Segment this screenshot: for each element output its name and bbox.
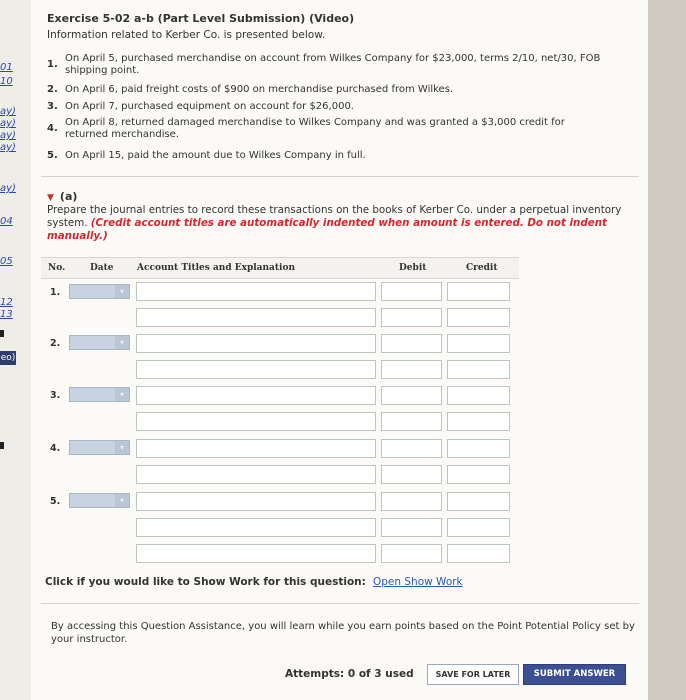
debit-input[interactable]	[381, 334, 442, 353]
entry-number: 3.	[50, 390, 61, 401]
date-select[interactable]	[69, 493, 130, 508]
credit-input[interactable]	[447, 360, 510, 379]
sidebar-marker	[0, 330, 4, 337]
sidebar-link[interactable]: 12	[0, 297, 13, 308]
account-title-input[interactable]	[136, 308, 376, 327]
sidebar-link[interactable]: ay)	[0, 130, 16, 141]
account-title-input[interactable]	[136, 518, 376, 537]
dropdown-arrow-icon: ▾	[115, 388, 129, 401]
entry-number: 2.	[50, 338, 61, 349]
instruction-text: Prepare the journal entries to record these transactions on the books of Kerber Co. under a perpetual inventory system.	[47, 204, 622, 229]
entry-number: 1.	[50, 287, 61, 298]
account-title-input[interactable]	[136, 360, 376, 379]
part-toggle[interactable]	[47, 190, 77, 203]
transaction-number: 5.	[47, 150, 58, 161]
transaction-text: On April 15, paid the amount due to Wilkes Company in full.	[65, 150, 366, 161]
credit-input[interactable]	[447, 412, 510, 431]
section-divider	[41, 603, 639, 604]
sidebar-link[interactable]: 13	[0, 309, 13, 320]
account-title-input[interactable]	[136, 282, 376, 301]
question-page	[31, 0, 648, 700]
transaction-number: 4.	[47, 123, 58, 134]
header-no: No.	[48, 263, 66, 273]
background-edge	[648, 0, 686, 700]
sidebar-link[interactable]: 04	[0, 216, 13, 227]
sidebar-video-badge[interactable]: eo)	[0, 353, 16, 363]
debit-input[interactable]	[381, 492, 442, 511]
account-title-input[interactable]	[136, 386, 376, 405]
debit-input[interactable]	[381, 439, 442, 458]
header-debit: Debit	[399, 263, 427, 273]
credit-input[interactable]	[447, 439, 510, 458]
debit-input[interactable]	[381, 544, 442, 563]
journal-table-header	[41, 257, 519, 279]
entry-number: 4.	[50, 443, 61, 454]
dropdown-arrow-icon: ▾	[115, 494, 129, 507]
debit-input[interactable]	[381, 465, 442, 484]
save-for-later-button[interactable]: SAVE FOR LATER	[427, 664, 519, 685]
transaction-number: 3.	[47, 101, 58, 112]
debit-input[interactable]	[381, 412, 442, 431]
sidebar-link[interactable]: 10	[0, 76, 13, 87]
date-select[interactable]	[69, 335, 130, 350]
credit-input[interactable]	[447, 492, 510, 511]
header-credit: Credit	[466, 263, 498, 273]
transaction-number: 1.	[47, 59, 58, 70]
collapse-triangle-icon: ▼	[47, 193, 54, 203]
debit-input[interactable]	[381, 386, 442, 405]
transaction-number: 2.	[47, 84, 58, 95]
exercise-intro: Information related to Kerber Co. is presented below.	[47, 29, 326, 41]
credit-input[interactable]	[447, 282, 510, 301]
attempts-counter: Attempts: 0 of 3 used	[285, 668, 414, 680]
submit-answer-button[interactable]: SUBMIT ANSWER	[523, 664, 626, 685]
entry-number: 5.	[50, 496, 61, 507]
left-sidebar-fragment	[0, 0, 31, 700]
date-select[interactable]	[69, 440, 130, 455]
sidebar-link[interactable]: ay)	[0, 142, 16, 153]
dropdown-arrow-icon: ▾	[115, 336, 129, 349]
debit-input[interactable]	[381, 360, 442, 379]
sidebar-link[interactable]: 01	[0, 62, 13, 73]
credit-input[interactable]	[447, 465, 510, 484]
section-divider	[41, 176, 639, 177]
debit-input[interactable]	[381, 518, 442, 537]
date-select[interactable]	[69, 284, 130, 299]
open-show-work-link[interactable]: Open Show Work	[373, 576, 463, 588]
part-label: (a)	[59, 190, 78, 203]
account-title-input[interactable]	[136, 334, 376, 353]
dropdown-arrow-icon: ▾	[115, 285, 129, 298]
account-title-input[interactable]	[136, 465, 376, 484]
sidebar-link[interactable]: 05	[0, 256, 13, 267]
sidebar-link[interactable]: ay)	[0, 106, 16, 117]
show-work-prompt: Click if you would like to Show Work for this question:	[45, 576, 366, 588]
transaction-text: On April 7, purchased equipment on account for $26,000.	[65, 101, 354, 112]
dropdown-arrow-icon: ▾	[115, 441, 129, 454]
credit-input[interactable]	[447, 386, 510, 405]
exercise-title: Exercise 5-02 a-b (Part Level Submission) (Video)	[47, 12, 355, 25]
transaction-text: On April 8, returned damaged merchandise to Wilkes Company and was granted a $3,000 credit for returned merchandise.	[65, 117, 565, 140]
transaction-text: On April 6, paid freight costs of $900 on merchandise purchased from Wilkes.	[65, 84, 454, 95]
debit-input[interactable]	[381, 308, 442, 327]
account-title-input[interactable]	[136, 492, 376, 511]
header-account: Account Titles and Explanation	[137, 263, 296, 273]
credit-input[interactable]	[447, 334, 510, 353]
credit-input[interactable]	[447, 544, 510, 563]
sidebar-link[interactable]: ay)	[0, 118, 16, 129]
account-title-input[interactable]	[136, 412, 376, 431]
account-title-input[interactable]	[136, 439, 376, 458]
transaction-text: On April 5, purchased merchandise on account from Wilkes Company for $23,000, terms 2/10, net/30, FOB shipping point.	[65, 53, 601, 76]
part-instruction	[47, 204, 637, 243]
credit-input[interactable]	[447, 518, 510, 537]
instruction-emphasis: (Credit account titles are automatically indented when amount is entered. Do not indent manually.)	[47, 217, 607, 242]
debit-input[interactable]	[381, 282, 442, 301]
credit-input[interactable]	[447, 308, 510, 327]
sidebar-link[interactable]: ay)	[0, 183, 16, 194]
header-date: Date	[90, 263, 114, 273]
sidebar-marker	[0, 442, 4, 449]
date-select[interactable]	[69, 387, 130, 402]
account-title-input[interactable]	[136, 544, 376, 563]
assistance-note: By accessing this Question Assistance, you will learn while you earn points based on the Point Potential Policy set by your instructor.	[51, 621, 635, 645]
